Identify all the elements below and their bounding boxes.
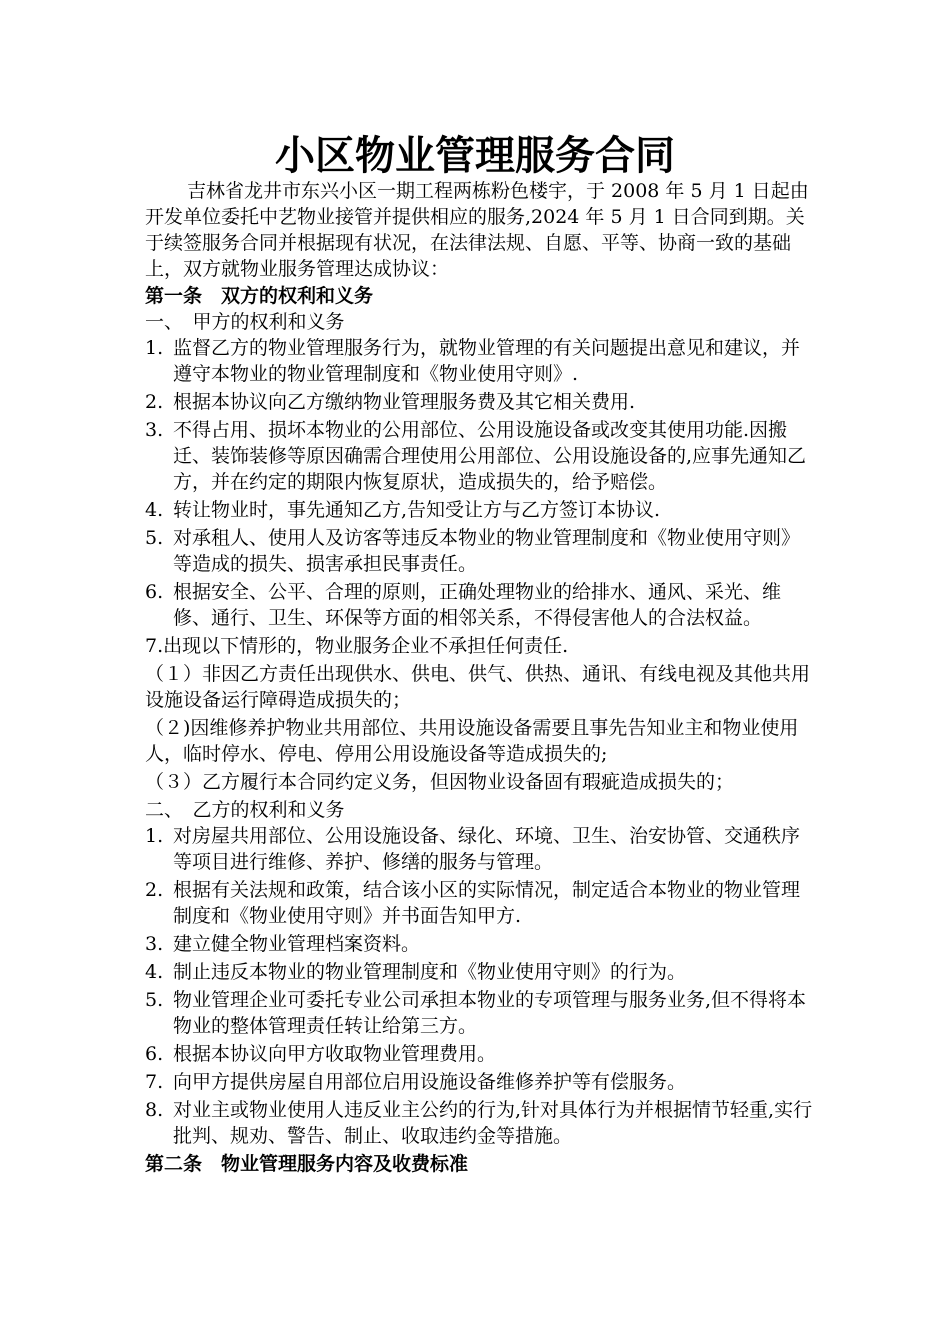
item-number: 2.: [145, 391, 164, 413]
item-number: 2.: [145, 879, 164, 901]
item-text: 制止违反本物业的物业管理制度和《物业使用守则》的行为。: [173, 961, 687, 983]
item-number: 4.: [145, 499, 164, 521]
item-text: 物业管理企业可委托专业公司承担本物业的专项管理与服务业务,但不得将本物业的整体管理责任转让给第三方。: [173, 989, 807, 1037]
article1-heading: 第一条 双方的权利和义务: [145, 285, 374, 307]
document-title: 小区物业管理服务合同: [275, 133, 675, 179]
list-item: [145, 987, 815, 1039]
intro-paragraph: 吉林省龙井市东兴小区一期工程两栋粉色楼宇，于 2008 年 5 月 1 日起由开发单位委托中艺物业接管并提供相应的服务,2024 年 5 月 1 日合同到期。关于续签服务合同并根据现有状况，在法律法规、自愿、平等、协商一致的基础上，双方就物业服务管理达成协议：: [145, 180, 809, 280]
list-item: [145, 335, 815, 387]
list-item: [145, 417, 815, 495]
list-item: [145, 877, 815, 929]
item-text: 根据本协议向乙方缴纳物业管理服务费及其它相关费用.: [173, 391, 636, 413]
item-number: 7.: [145, 1071, 164, 1093]
item-text: 对房屋共用部位、公用设施设备、绿化、环境、卫生、治安协管、交通秩序等项目进行维修、养护、修缮的服务与管理。: [173, 825, 801, 873]
document-body: [145, 178, 815, 1177]
item-number: 3.: [145, 419, 164, 441]
item-text: 向甲方提供房屋自用部位启用设施设备维修养护等有偿服务。: [173, 1071, 687, 1093]
item-text: 根据有关法规和政策，结合该小区的实际情况，制定适合本物业的物业管理制度和《物业使用守则》并书面告知甲方.: [173, 879, 801, 927]
item-number: 1.: [145, 825, 164, 847]
item-number: 6.: [145, 581, 164, 603]
item-number: 5.: [145, 989, 164, 1011]
item-text: 根据安全、公平、合理的原则，正确处理物业的给排水、通风、采光、维修、通行、卫生、环保等方面的相邻关系，不得侵害他人的合法权益。: [173, 581, 782, 629]
clause-1: （１）非因乙方责任出现供水、供电、供气、供热、通讯、有线电视及其他共用设施设备运行障碍造成损失的；: [145, 663, 811, 711]
item-7: 7.出现以下情形的，物业服务企业不承担任何责任.: [145, 635, 569, 657]
clause-2: （２)因维修养护物业共用部位、共用设施设备需要且事先告知业主和物业使用人，临时停水、停电、停用公用设施设备等造成损失的;: [145, 717, 799, 765]
item-number: 6.: [145, 1043, 164, 1065]
item-text: 根据本协议向甲方收取物业管理费用。: [173, 1043, 497, 1065]
list-item: [145, 1041, 815, 1067]
list-item: [145, 1097, 815, 1149]
item-text: 对业主或物业使用人违反业主公约的行为,针对具体行为并根据情节轻重,实行批判、规劝、警告、制止、收取违约金等措施。: [173, 1099, 813, 1147]
item-text: 不得占用、损坏本物业的公用部位、公用设施设备或改变其使用功能.因搬迁、装饰装修等原因确需合理使用公用部位、公用设施设备的,应事先通知乙方，并在约定的期限内恢复原状，造成损失的，给予赔偿。: [173, 419, 807, 493]
list-item: [145, 931, 815, 957]
item-number: 5.: [145, 527, 164, 549]
item-number: 4.: [145, 961, 164, 983]
list-item: [145, 389, 815, 415]
partB-list: [145, 823, 815, 1149]
item-text: 监督乙方的物业管理服务行为，就物业管理的有关问题提出意见和建议，并遵守本物业的物业管理制度和《物业使用守则》.: [173, 337, 801, 385]
item-text: 转让物业时，事先通知乙方,告知受让方与乙方签订本协议.: [173, 499, 661, 521]
list-item: [145, 525, 815, 577]
item-number: 3.: [145, 933, 164, 955]
list-item: [145, 959, 815, 985]
list-item: [145, 579, 815, 631]
item-text: 建立健全物业管理档案资料。: [173, 933, 421, 955]
list-item: [145, 1069, 815, 1095]
list-item: [145, 497, 815, 523]
partA-heading: 一、 甲方的权利和义务: [145, 311, 345, 333]
partA-list: [145, 335, 815, 631]
list-item: [145, 823, 815, 875]
clause-3: （３）乙方履行本合同约定义务，但因物业设备固有瑕疵造成损失的；: [145, 771, 735, 793]
item-text: 对承租人、使用人及访客等违反本物业的物业管理制度和《物业使用守则》等造成的损失、损害承担民事责任。: [173, 527, 801, 575]
partB-heading: 二、 乙方的权利和义务: [145, 799, 345, 821]
item-number: 8.: [145, 1099, 164, 1121]
item-number: 1.: [145, 337, 164, 359]
article2-heading: 第二条 物业管理服务内容及收费标准: [145, 1153, 469, 1175]
